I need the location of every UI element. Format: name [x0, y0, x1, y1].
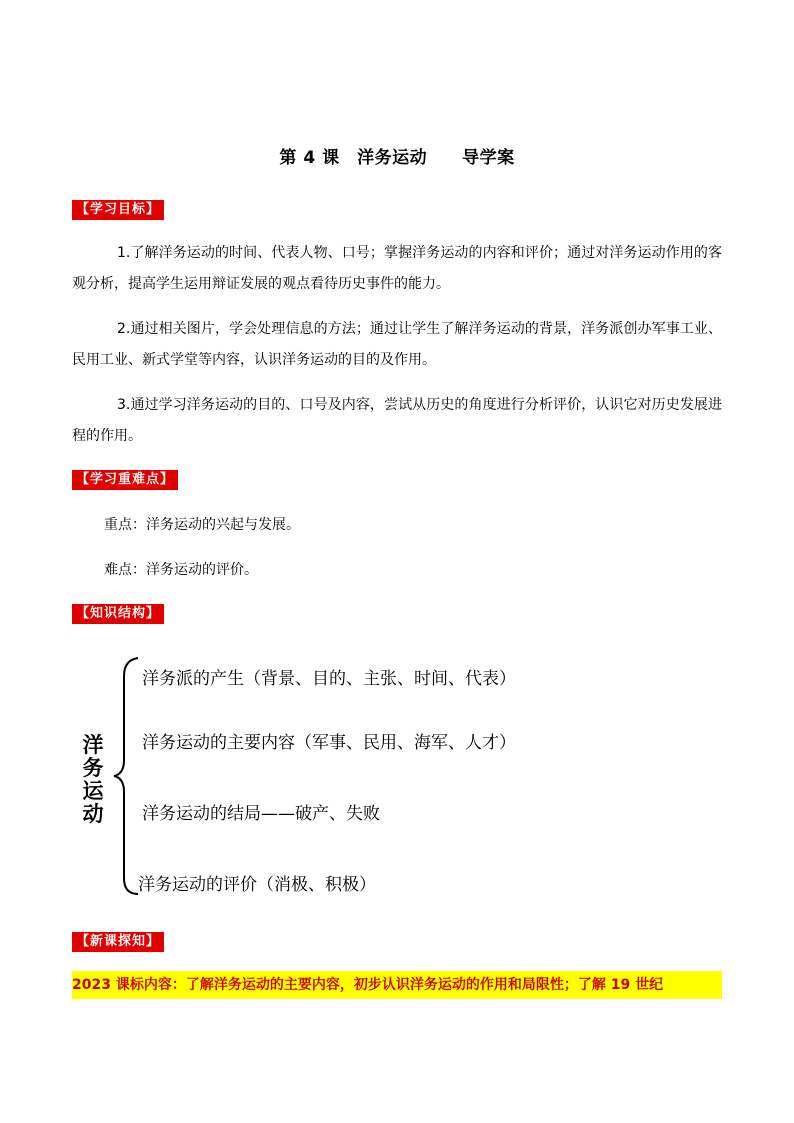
- structure-branch-4: 洋务运动的评价（消极、积极）: [138, 875, 376, 895]
- structure-topic: 洋务运动: [82, 733, 104, 826]
- goal-paragraph-1: 1.了解洋务运动的时间、代表人物、口号；掌握洋务运动的内容和评价；通过对洋务运动作用的客观分析，提高学生运用辩证发展的观点看待历史事件的能力。: [72, 245, 722, 292]
- goal-paragraph-3: 3.通过学习洋务运动的目的、口号及内容，尝试从历史的角度进行分析评价，认识它对历史发展进程的作用。: [72, 397, 722, 444]
- key-point-text: 重点：洋务运动的兴起与发展。: [104, 517, 300, 533]
- page-title: 第 4 课 洋务运动 导学案: [279, 148, 515, 168]
- difficult-point-text: 难点：洋务运动的评价。: [104, 562, 258, 578]
- structure-brace: [110, 656, 150, 896]
- curriculum-standard-highlight: 2023 课标内容：了解洋务运动的主要内容，初步认识洋务运动的作用和局限性；了解 19 世纪: [72, 971, 722, 999]
- structure-branch-2: 洋务运动的主要内容（军事、民用、海军、人才）: [142, 733, 516, 753]
- section-tag-goals: 【学习目标】: [72, 200, 164, 220]
- section-tag-keypoints: 【学习重难点】: [72, 470, 178, 490]
- structure-branch-1: 洋务派的产生（背景、目的、主张、时间、代表）: [142, 669, 516, 689]
- goal-paragraph-2: 2.通过相关图片，学会处理信息的方法；通过让学生了解洋务运动的背景，洋务派创办军事工业、民用工业、新式学堂等内容，认识洋务运动的目的及作用。: [72, 321, 722, 368]
- section-tag-newlesson: 【新课探知】: [72, 932, 164, 952]
- structure-branch-3: 洋务运动的结局——破产、失败: [142, 804, 380, 824]
- section-tag-structure: 【知识结构】: [72, 604, 164, 624]
